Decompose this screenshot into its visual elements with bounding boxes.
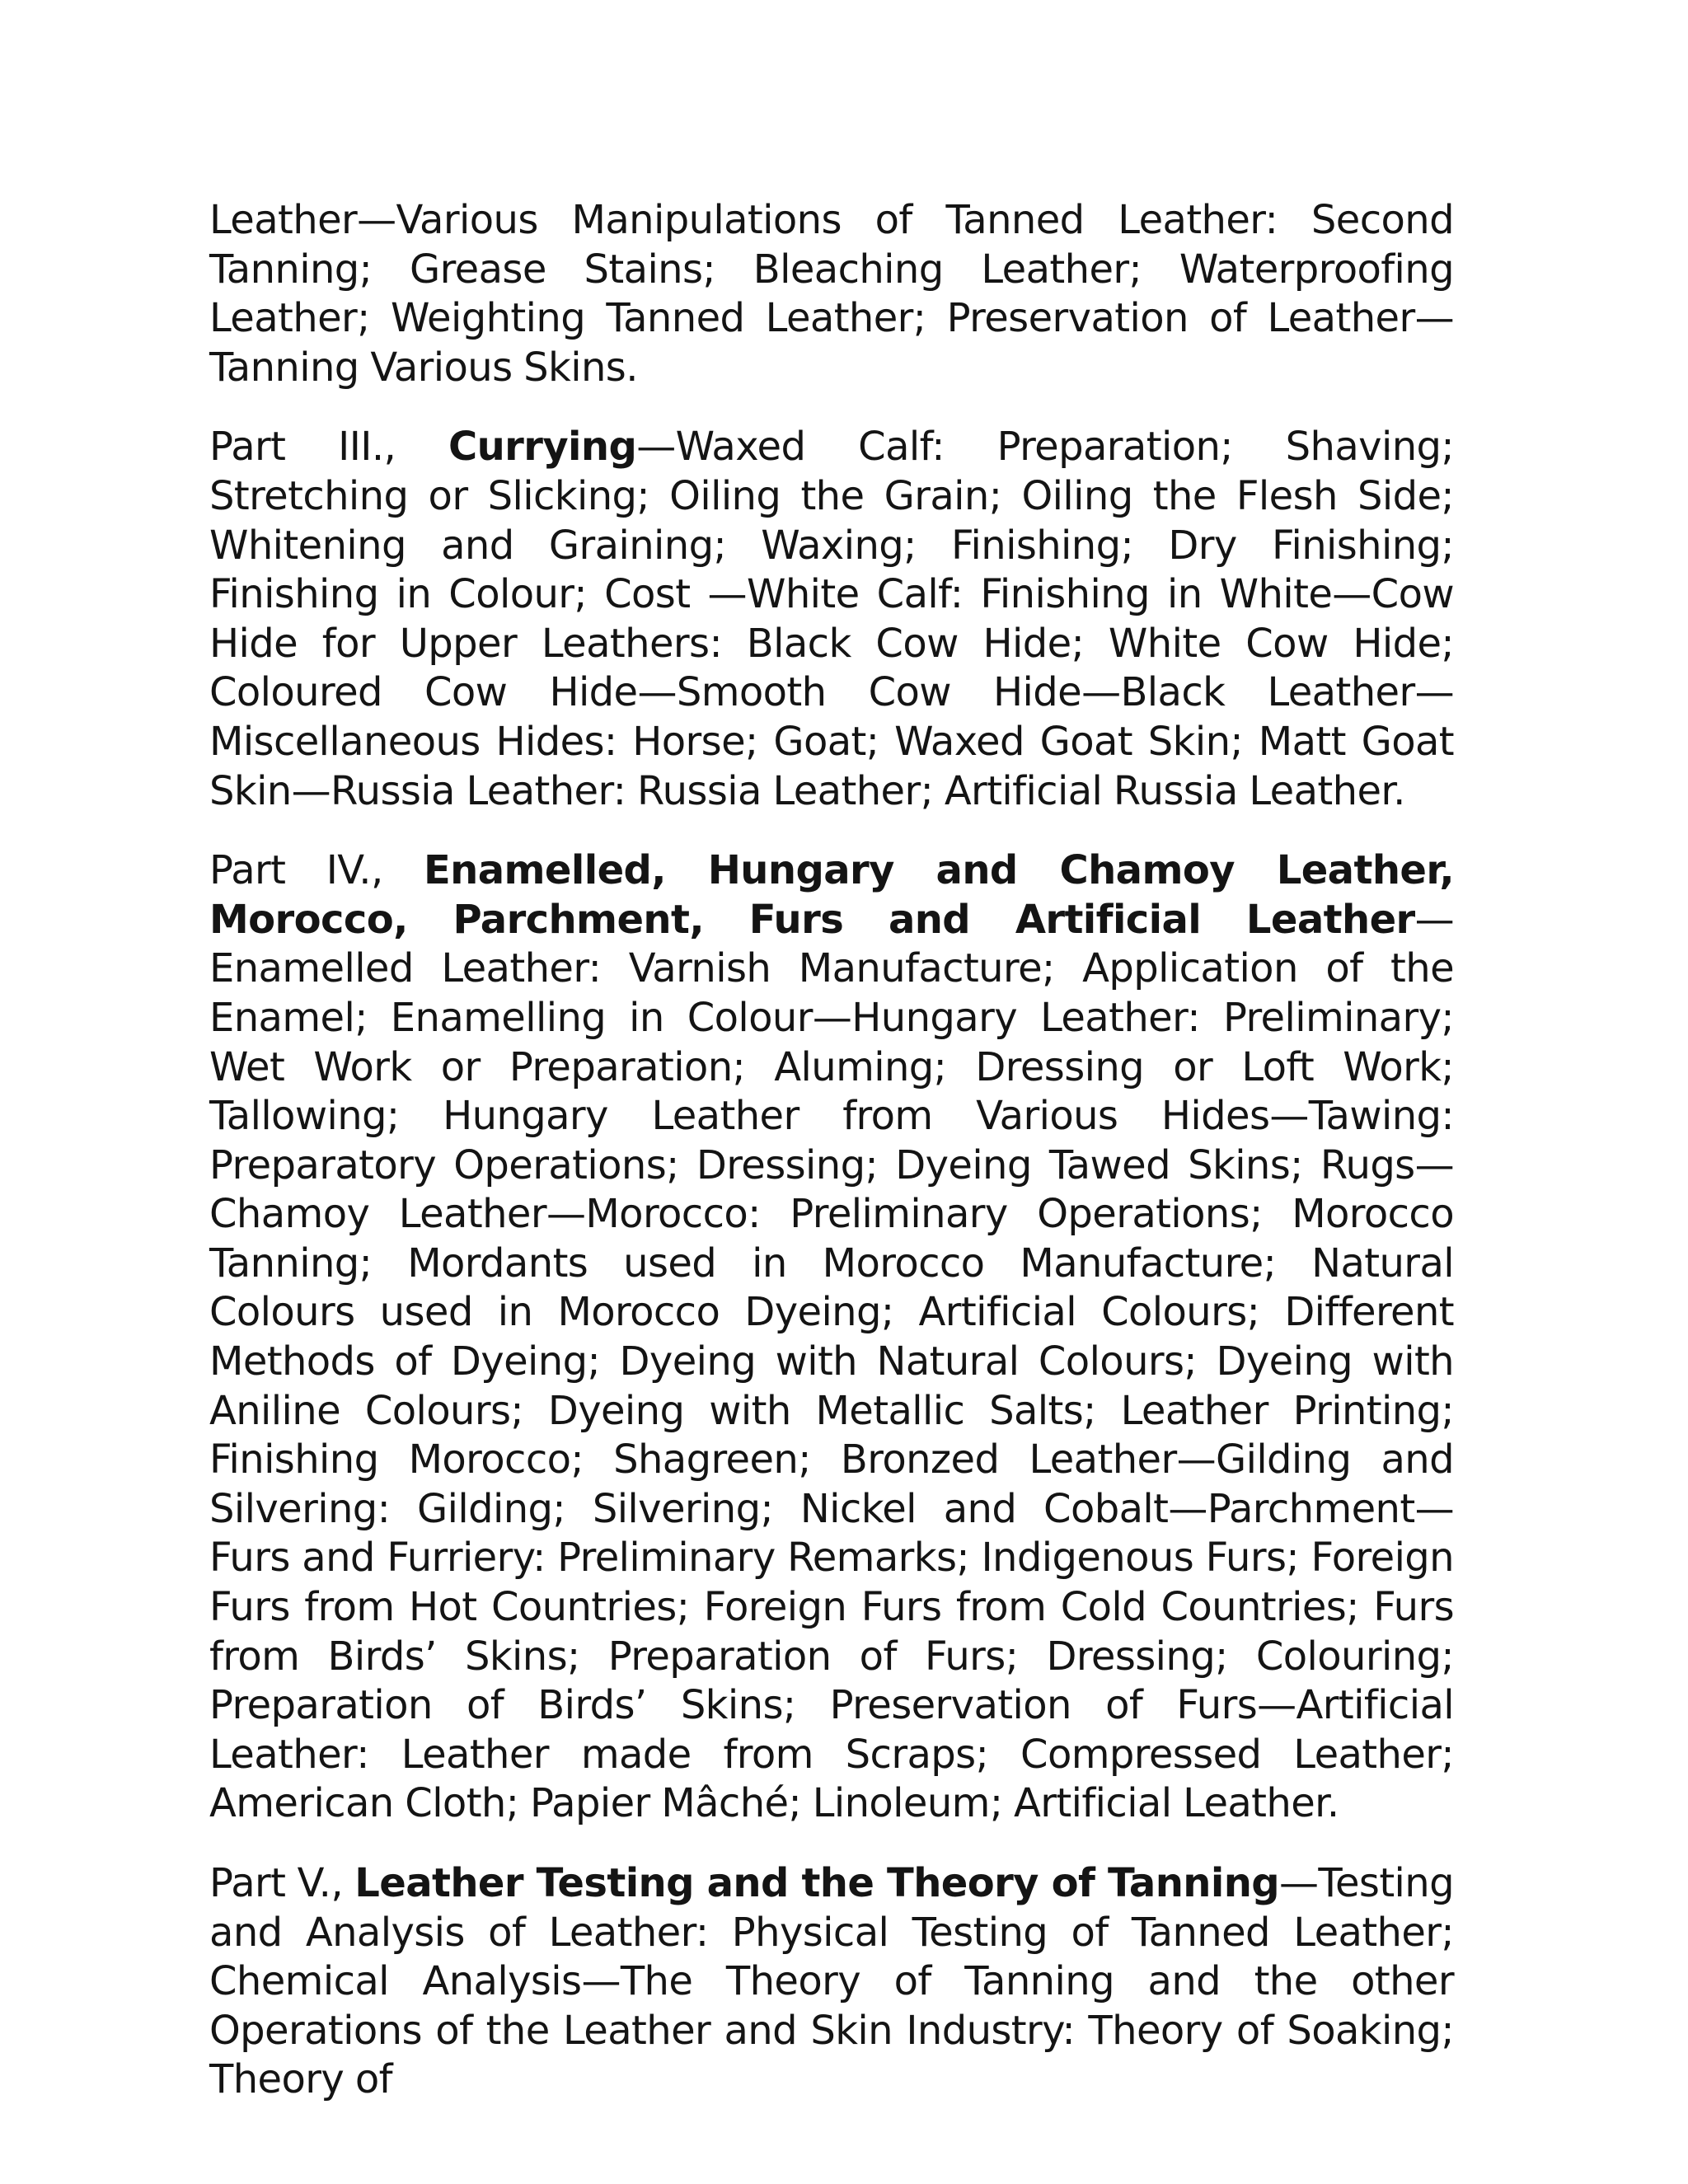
paragraph-part-v — [209, 1859, 1454, 2105]
part-label: Part V., — [209, 1860, 355, 1906]
paragraph-body: —Waxed Calf: Preparation; Shaving; Stretching or Slicking; Oiling the Grain; Oiling the Flesh Side; Whitening and Graining; Waxing; Finishing; Dry Finishing; Finishing in Colour; Cost —White Calf: Finishing in White—Cow Hide for Upper Leathers: Black Cow Hide; White Cow Hide; Coloured Cow Hide—Smooth Cow Hide—Black Leather—Miscellaneous Hides: Horse; Goat; Waxed Goat Skin; Matt Goat Skin—Russia Leather: Russia Leather; Artificial Russia Leather. — [209, 424, 1454, 814]
document-page — [209, 196, 1454, 2135]
part-heading: Leather Testing and the Theory of Tanning — [354, 1860, 1280, 1906]
paragraph-leather-manipulations — [209, 196, 1454, 392]
paragraph-part-iv — [209, 846, 1454, 1829]
part-label: Part III., — [209, 424, 448, 471]
paragraph-body: —Testing and Analysis of Leather: Physical Testing of Tanned Leather; Chemical Analysis—The Theory of Tanning and the other Operations of the Leather and Skin Industry: Theory of Soaking; Theory of — [209, 1860, 1454, 2103]
paragraph-part-iii — [209, 423, 1454, 816]
part-heading: Enamelled, Hungary and Chamoy Leather, Morocco, Parchment, Furs and Artificial Leather — [209, 847, 1454, 943]
part-heading: Currying — [448, 424, 637, 471]
part-label: Part IV., — [209, 847, 424, 894]
paragraph-body: Leather—Various Manipulations of Tanned Leather: Second Tanning; Grease Stains; Bleaching Leather; Waterproofing Leather; Weighting Tanned Leather; Preservation of Leather—Tanning Various Skins. — [209, 197, 1454, 391]
paragraph-body: —Enamelled Leather: Varnish Manufacture; Application of the Enamel; Enamelling in Colour—Hungary Leather: Preliminary; Wet Work or Preparation; Aluming; Dressing or Loft Work; Tallowing; Hungary Leather from Various Hides—Tawing: Preparatory Operations; Dressing; Dyeing Tawed Skins; Rugs—Chamoy Leather—Morocco: Preliminary Operations; Morocco Tanning; Mordants used in Morocco Manufacture; Natural Colours used in Morocco Dyeing; Artificial Colours; Different Methods of Dyeing; Dyeing with Natural Colours; Dyeing with Aniline Colours; Dyeing with Metallic Salts; Leather Printing; Finishing Morocco; Shagreen; Bronzed Leather—Gilding and Silvering: Gilding; Silvering; Nickel and Cobalt—Parchment—Furs and Furriery: Preliminary Remarks; Indigenous Furs; Foreign Furs from Hot Countries; Foreign Furs from Cold Countries; Furs from Birds’ Skins; Preparation of Furs; Dressing; Colouring; Preparation of Birds’ Skins; Preservation of Furs—Artificial Leather: Leather made from Scraps; Compressed Leather; American Cloth; Papier Mâché; Linoleum; Artificial Leather. — [209, 896, 1454, 1827]
